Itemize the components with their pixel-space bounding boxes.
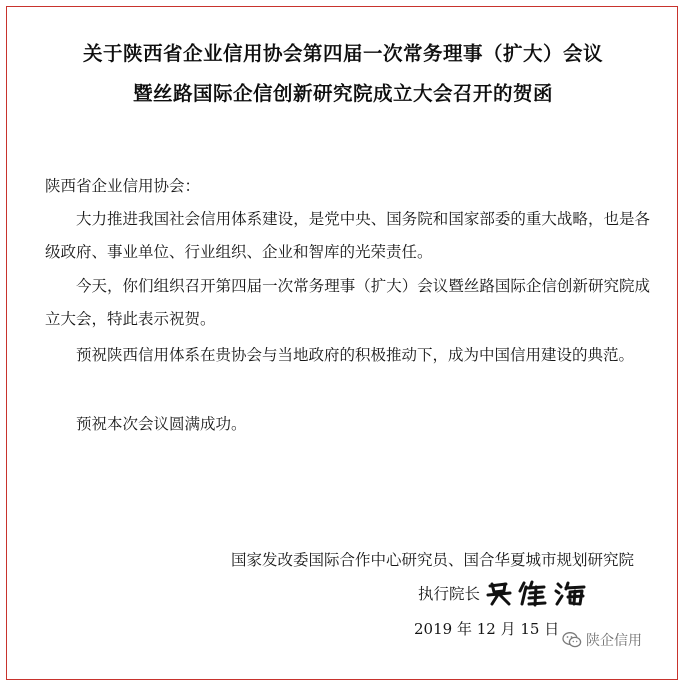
- signature-organization: 国家发改委国际合作中心研究员、国合华夏城市规划研究院: [230, 551, 634, 569]
- letter-title-line-1: 关于陕西省企业信用协会第四届一次常务理事（扩大）会议: [82, 42, 603, 65]
- signature-line: [418, 578, 596, 608]
- letter-title-line-2: 暨丝路国际企信创新研究院成立大会召开的贺函: [132, 82, 553, 105]
- letter-date: 2019 年 12 月 15 日: [414, 620, 560, 638]
- wechat-icon: [562, 631, 582, 649]
- watermark: [562, 630, 642, 650]
- handwritten-signature: [484, 578, 596, 608]
- paragraph-3: 预祝陕西信用体系在贵协会与当地政府的积极推动下，成为中国信用建设的典范。: [76, 346, 635, 364]
- paragraph-4: 预祝本次会议圆满成功。: [76, 415, 247, 433]
- paragraph-1: 大力推进我国社会信用体系建设，是党中央、国务院和国家部委的重大战略，也是各级政府、事业单位、行业组织、企业和智库的光荣责任。: [45, 210, 650, 261]
- watermark-text: 陕企信用: [586, 633, 642, 649]
- salutation: 陕西省企业信用协会：: [45, 177, 201, 195]
- signature-title: 执行院长: [418, 585, 481, 603]
- paragraph-2: 今天，你们组织召开第四届一次常务理事（扩大）会议暨丝路国际企信创新研究院成立大会，特此表示祝贺。: [45, 277, 650, 328]
